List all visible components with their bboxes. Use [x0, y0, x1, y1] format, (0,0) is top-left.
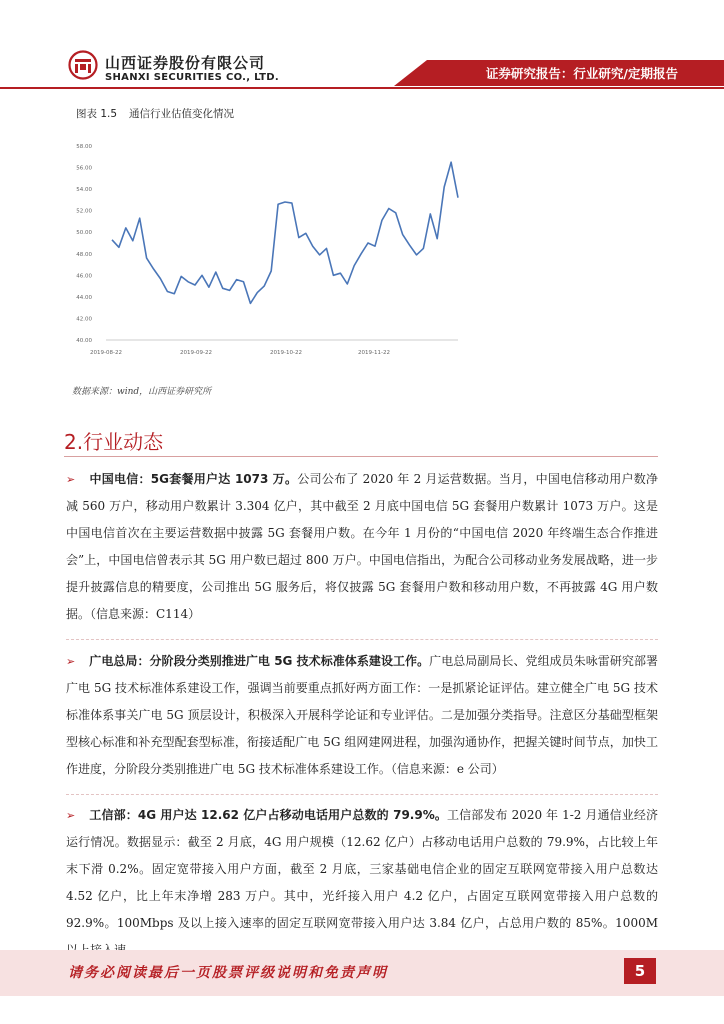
y-tick-label: 40.00	[76, 338, 92, 344]
news-item	[66, 648, 658, 783]
x-tick-label: 2019-11-22	[358, 350, 390, 356]
news-item	[66, 802, 658, 964]
company-logo-icon	[68, 50, 98, 80]
news-separator	[66, 639, 658, 640]
news-lead: 中国电信：5G套餐用户达 1073 万。	[89, 472, 298, 486]
news-lead: 工信部：4G 用户达 12.62 亿户占移动电话用户总数的 79.9%。	[89, 808, 447, 822]
header-divider	[0, 87, 724, 89]
news-body: 广电总局副局长、党组成员朱咏雷研究部署广电 5G 技术标准体系建设工作，强调当前要重点抓好两方面工作：一是抓紧论证评估。建立健全广电 5G 技术标准体系事关广电 5G 顶层设计，积极深入开展科学论证和专业评估。二是加强分类指导。注意区分基础型框架型核心标准和补充型配套型标准，衔接适配广电 5G 组网建网进程，加强沟通协作，把握关键时间节点，加快工作进度，分阶段分类别推进广电 5G 技术标准体系建设工作。（信息来源：e 公司）	[66, 654, 658, 776]
y-tick-label: 56.00	[76, 165, 92, 172]
y-tick-label: 46.00	[76, 273, 92, 280]
news-body: 公司公布了 2020 年 2 月运营数据。当月，中国电信移动用户数净减 560 万户，移动用户数累计 3.304 亿户，其中截至 2 月底中国电信 5G 套餐用户数累计 1073 万户。这是中国电信首次在主要运营数据中披露 5G 套餐用户数。在今年 1 月份的“中国电信 2020 年终端生态合作推进会”上，中国电信曾表示其 5G 用户数已超过 800 万户。中国电信指出，为配合公司移动业务发展战略，进一步提升披露信息的精要度，公司推出 5G 服务后，将仅披露 5G 套餐用户数和移动用户数，不再披露 4G 用户数据。（信息来源：C114）	[66, 472, 658, 621]
page-number: 5	[624, 958, 656, 984]
y-tick-label: 50.00	[76, 230, 92, 237]
news-separator	[66, 794, 658, 795]
disclaimer-notice: 请务必阅读最后一页股票评级说明和免责声明	[68, 965, 388, 981]
x-tick-label: 2019-08-22	[90, 350, 122, 356]
y-tick-label: 54.00	[76, 187, 92, 194]
company-name-en: SHANXI SECURITIES CO., LTD.	[105, 72, 279, 83]
valuation-line-chart	[74, 132, 474, 358]
y-tick-label: 42.00	[76, 316, 92, 323]
bullet-arrow-icon: ➢	[66, 809, 76, 822]
chart-title: 通信行业估值变化情况	[129, 108, 235, 120]
news-item	[66, 466, 658, 628]
report-type: 证券研究报告：行业研究/定期报告	[485, 66, 678, 81]
bullet-arrow-icon: ➢	[66, 655, 76, 668]
bullet-arrow-icon: ➢	[66, 473, 76, 486]
y-tick-label: 58.00	[76, 144, 92, 150]
company-name-cn: 山西证券股份有限公司	[105, 54, 266, 72]
chart-label: 图表 1.5	[76, 108, 118, 120]
chart-caption	[76, 106, 246, 121]
y-tick-label: 52.00	[76, 208, 92, 215]
y-tick-label: 48.00	[76, 251, 92, 258]
section-title: 2.行业动态	[64, 430, 164, 454]
x-tick-label: 2019-10-22	[270, 350, 302, 356]
section-divider	[64, 456, 658, 457]
page-header	[0, 0, 724, 100]
y-tick-label: 44.00	[76, 294, 92, 301]
news-lead: 广电总局：分阶段分类别推进广电 5G 技术标准体系建设工作。	[89, 654, 430, 668]
news-body: 工信部发布 2020 年 1-2 月通信业经济运行情况。数据显示：截至 2 月底，4G 用户规模（12.62 亿户）占移动电话用户总数的 79.9%，占比较上年末下滑 0.2%。固定宽带接入用户方面，截至 2 月底，三家基础电信企业的固定互联网宽带接入用户总数达 4.52 亿户，比上年末净增 283 万户。其中，光纤接入用户 4.2 亿户，占固定互联网宽带接入用户总数的 92.9%。100Mbps 及以上接入速率的固定互联网宽带接入用户达 3.84 亿户，占总用户数的 85%。1000M	[66, 808, 659, 930]
chart-source: 数据来源：wind，山西证券研究所	[72, 387, 212, 397]
series-line	[112, 162, 458, 303]
x-tick-label: 2019-09-22	[180, 350, 212, 356]
